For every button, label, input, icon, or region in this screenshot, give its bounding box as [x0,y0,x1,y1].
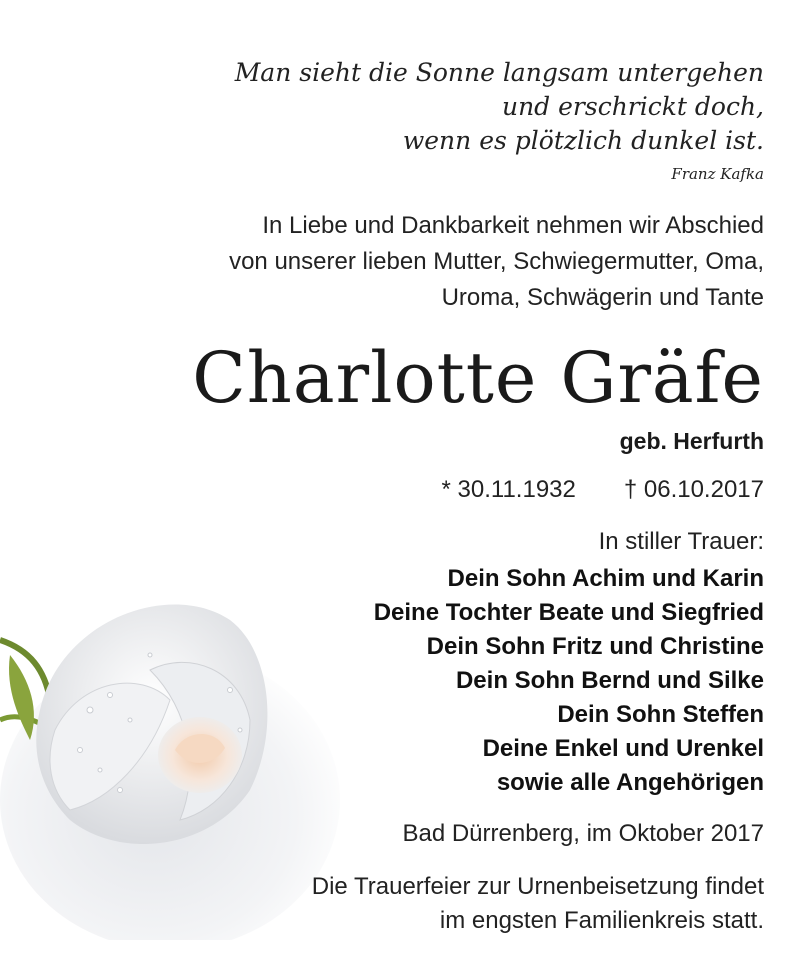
mourner: Deine Enkel und Urenkel [482,735,764,762]
quote-line: wenn es plötzlich dunkel ist. [402,126,764,155]
quote-author: Franz Kafka [671,165,764,183]
birth-date: * 30.11.1932 [441,476,576,503]
mourner: Deine Tochter Beate und Siegfried [373,599,764,626]
intro-line: In Liebe und Dankbarkeit nehmen wir Abschied [262,212,764,239]
notice-line: im engsten Familienkreis statt. [439,907,764,934]
mourning-label: In stiller Trauer: [598,528,764,555]
life-dates [442,476,764,504]
mourner: Dein Sohn Bernd und Silke [455,667,764,694]
quote-line: Man sieht die Sonne langsam untergehen [234,58,764,87]
intro-line: von unserer lieben Mutter, Schwiegermutter, Oma, [229,248,764,275]
intro-line: Uroma, Schwägerin und Tante [441,284,764,311]
mourner: Dein Sohn Achim und Karin [447,565,764,592]
mourner: sowie alle Angehörigen [496,769,764,796]
notice-line: Die Trauerfeier zur Urnenbeisetzung findet [311,873,764,900]
ceremony-notice [312,870,764,938]
quote [235,56,764,158]
mourner: Dein Sohn Steffen [557,701,764,728]
mourner: Dein Sohn Fritz und Christine [426,633,764,660]
deceased-name: Charlotte Gräfe [192,337,764,419]
maiden-name: geb. Herfurth [619,428,764,454]
intro-text [229,208,764,316]
quote-line: und erschrickt doch, [501,92,764,121]
death-date: † 06.10.2017 [623,476,764,503]
mourners-list [374,562,764,800]
white-rose-image [0,560,340,940]
place-date: Bad Dürrenberg, im Oktober 2017 [402,820,764,847]
